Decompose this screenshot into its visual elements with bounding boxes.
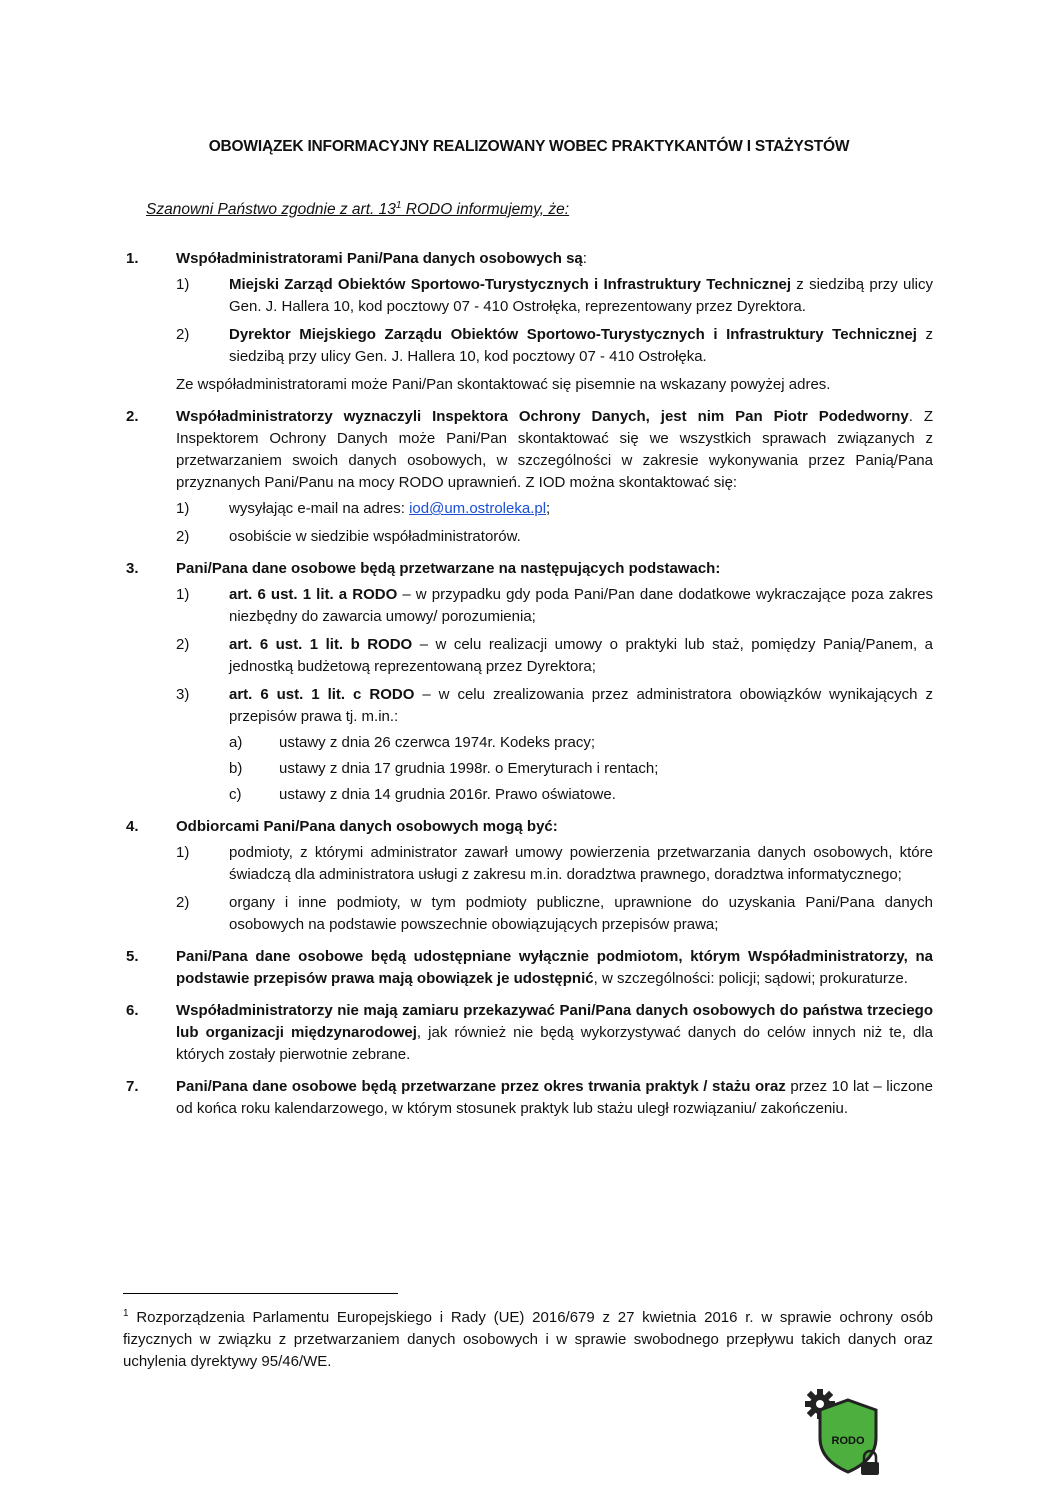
section-text: . Z Inspektorem Ochrony Danych może Pani/Pan skontaktować się we wszystkich sprawach związanych z przetwarzaniem swoich danych osobowych, w szczególności w zakresie wykonywania przez Panią/Pana przyznanych Pani/Panu na mocy RODO uprawnień. Z IOD można skontaktować się: [176,408,933,491]
item-text: z siedzibą przy ulicy Gen. J. Hallera 10, kod pocztowy 07 - 410 Ostrołęka. [229,326,933,365]
list-item [176,892,933,936]
section-7 [123,1076,933,1120]
list-item [176,842,933,886]
section-heading-end: : [582,250,587,267]
item-text: z siedzibą przy ulicy Gen. J. Hallera 10, kod pocztowy 07 - 410 Ostrołęka, reprezentowany przez Dyrektora. [229,276,933,315]
item-number: 2) [176,326,190,343]
item-number: 2) [176,636,190,653]
section-bold-text: Współadministratorzy nie mają zamiaru przekazywać Pani/Pana danych osobowych do państwa trzeciego lub organizacji międzynarodowej [176,1002,933,1041]
item-number: 1) [176,586,190,603]
rodo-shield-icon [804,1388,884,1478]
list-item [176,274,933,318]
list-item [176,584,933,628]
footnote [123,1303,933,1373]
item-number: 3) [176,686,190,703]
section-heading: Odbiorcami Pani/Pana danych osobowych mogą być: [176,818,558,835]
item-text: organy i inne podmioty, w tym podmioty publiczne, uprawnione do uzyskania Pani/Pana danych osobowych na podstawie powszechnie obowiązujących przepisów prawa; [229,894,933,933]
section-heading: Pani/Pana dane osobowe będą przetwarzane na następujących podstawach: [176,560,721,577]
intro-line [146,200,569,219]
intro-text-end: RODO informujemy, że: [401,201,570,219]
sub-item-text: ustawy z dnia 26 czerwca 1974r. Kodeks pracy; [279,734,595,751]
item-bold-text: art. 6 ust. 1 lit. c RODO [229,686,415,703]
list-item [176,526,933,548]
logo-text: RODO [831,1435,865,1447]
item-text: – w celu realizacji umowy o praktyki lub staż, pomiędzy Panią/Panem, a jednostką budżetową reprezentowaną przez Dyrektora; [229,636,933,675]
list-item [176,634,933,678]
sub-list-item [229,758,933,780]
rodo-logo [804,1388,884,1478]
item-number: 2) [176,528,190,545]
section-bold-text: Pani/Pana dane osobowe będą przetwarzane przez okres trwania praktyk / stażu oraz [176,1078,786,1095]
item-number: 1) [176,276,190,293]
item-bold-text: art. 6 ust. 1 lit. b RODO [229,636,413,653]
list-item [176,684,933,806]
section-number: 1. [126,250,139,267]
sub-item-letter: a) [229,734,243,751]
item-number: 1) [176,844,190,861]
intro-text: Szanowni Państwo zgodnie z art. 13 [146,201,396,219]
footnote-text: Rozporządzenia Parlamentu Europejskiego i Rady (UE) 2016/679 z 27 kwietnia 2016 r. w sprawie ochrony osób fizycznych w związku z przetwarzaniem danych osobowych i w sprawie swobodnego przepływu takich danych oraz uchylenia dyrektywy 95/46/WE. [123,1309,933,1370]
item-bold-text: art. 6 ust. 1 lit. a RODO [229,586,398,603]
footnote-number: 1 [123,1308,129,1319]
section-heading: Współadministratorami Pani/Pana danych osobowych są [176,250,583,267]
document-body [123,248,933,1130]
section-number: 6. [126,1002,139,1019]
section-number: 3. [126,560,139,577]
section-text: , w szczególności: policji; sądowi; prokuraturze. [593,970,908,987]
item-number: 2) [176,894,190,911]
sub-item-letter: c) [229,786,242,803]
section-note: Ze współadministratorami może Pani/Pan skontaktować się pisemnie na wskazany powyżej adres. [176,376,831,393]
list-item [176,498,933,520]
section-text: przez 10 lat – liczone od końca roku kalendarzowego, w którym stosunek praktyk lub stażu uległ rozwiązaniu/ zakończeniu. [176,1078,933,1117]
section-6 [123,1000,933,1066]
document-title: OBOWIĄZEK INFORMACYJNY REALIZOWANY WOBEC PRAKTYKANTÓW I STAŻYSTÓW [208,138,850,155]
item-text: – w przypadku gdy poda Pani/Pan dane dodatkowe wykraczające poza zakres niezbędny do zawarcia umowy/ porozumienia; [229,586,933,625]
section-3 [123,558,933,806]
section-1 [123,248,933,396]
sub-item-text: ustawy z dnia 14 grudnia 2016r. Prawo oświatowe. [279,786,616,803]
sub-list-item [229,784,933,806]
iod-email-link[interactable]: iod@um.ostroleka.pl [409,500,547,517]
item-bold-text: Miejski Zarząd Obiektów Sportowo-Turystycznych i Infrastruktury Technicznej [229,276,792,293]
item-text: wysyłając e-mail na adres: [229,500,410,517]
section-4 [123,816,933,936]
item-bold-text: Dyrektor Miejskiego Zarządu Obiektów Sportowo-Turystycznych i Infrastruktury Technicznej [229,326,917,343]
item-text: podmioty, z którymi administrator zawarł umowy powierzenia przetwarzania danych osobowych, które świadczą dla administratora usługi z zakresu m.in. doradztwa prawnego, doradztwa informatycznego; [229,844,933,883]
section-text: , jak również nie będą wykorzystywać danych do celów innych niż te, dla których zostały pierwotnie zebrane. [176,1024,933,1063]
item-text: osobiście w siedzibie współadministratorów. [229,528,521,545]
item-number: 1) [176,500,190,517]
section-number: 2. [126,408,139,425]
item-text-end: ; [546,500,551,517]
section-number: 7. [126,1078,139,1095]
sub-item-text: ustawy z dnia 17 grudnia 1998r. o Emeryturach i rentach; [279,760,659,777]
footnote-divider [123,1293,398,1294]
section-bold-text: Pani/Pana dane osobowe będą udostępniane wyłącznie podmiotom, którym Współadministratorzy, na podstawie przepisów prawa mają obowiązek je udostępnić [176,948,933,987]
section-2 [123,406,933,548]
section-bold-text: Współadministratorzy wyznaczyli Inspektora Ochrony Danych, jest nim Pan Piotr Podedworny [176,408,909,425]
item-text: – w celu zrealizowania przez administratora obowiązków wynikających z przepisów prawa tj. m.in.: [229,686,933,725]
intro-footnote-ref: 1 [395,200,402,211]
section-number: 4. [126,818,139,835]
list-item [176,324,933,368]
section-5 [123,946,933,990]
sub-list-item [229,732,933,754]
sub-item-letter: b) [229,760,243,777]
section-number: 5. [126,948,139,965]
